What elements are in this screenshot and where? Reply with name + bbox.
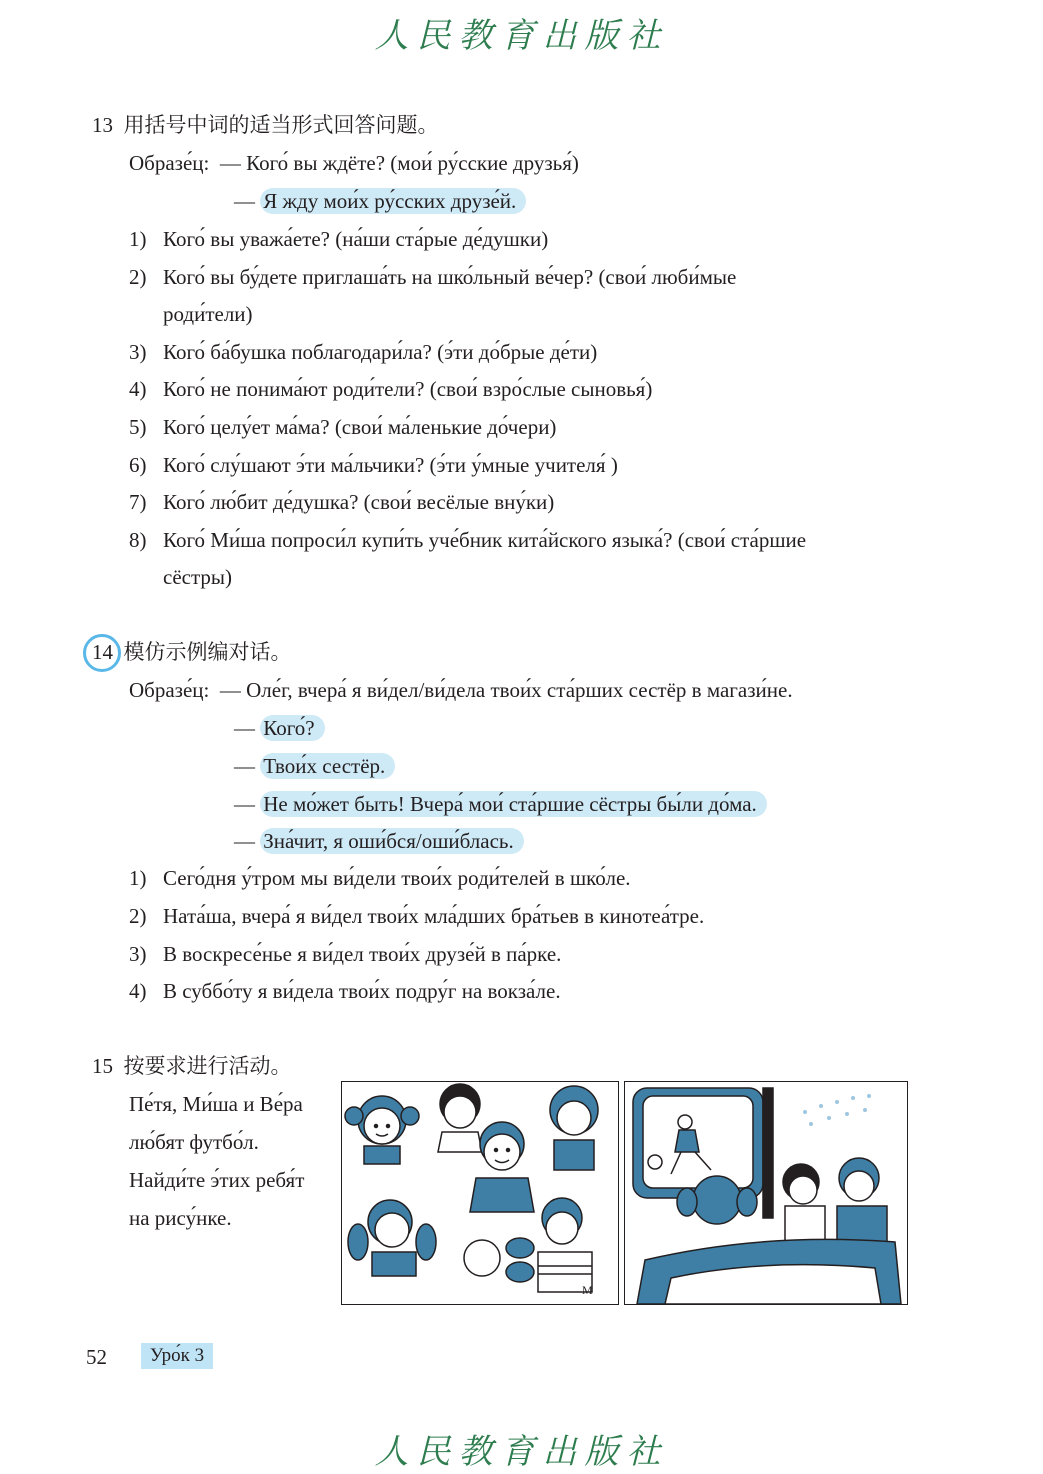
ex13-sample-answer [234,186,526,216]
ex13-item-number: 6) [129,452,147,477]
publisher-watermark-top: 人民教育出版社 [374,16,669,56]
ex14-item-text: Сего́дня у́тром мы ви́дели твои́х роди́телей в шко́ле. [163,866,631,890]
ex13-item [129,224,548,254]
tv-football-drawing [625,1082,907,1304]
ex13-item-text: Кого́ целу́ет ма́ма? (свои́ ма́ленькие до́чери) [163,415,557,439]
ex14-item-text: В суббо́ту я ви́дела твои́х подру́г на вокза́ле. [163,979,561,1004]
ex14-sample-line: — Оле́г, вчера́ я ви́дел/ви́дела твои́х ста́рших сестёр в магази́не. [219,678,793,702]
ex15-text-2: лю́бят футбо́л. [129,1130,259,1154]
ex13-header [92,110,439,140]
ex13-sample-label: Образе́ц: [129,151,210,175]
ex15-header [92,1051,292,1081]
ex13-item-text: Кого́ ба́бушка поблагодари́ла? (э́ти до́брые де́ти) [163,339,598,364]
ex13-item [129,262,736,292]
ex13-number: 13 [92,113,113,137]
ex13-item [129,374,652,404]
panel-letter: М [582,1283,593,1297]
ex14-instruction: 模仿示例编对话。 [123,640,292,664]
ex13-item-text: Кого́ вы уважа́ете? (на́ши ста́рые де́душки) [163,227,549,251]
dash: — [234,753,261,778]
ex14-item-number: 3) [129,941,147,966]
ex14-reply-text: Твои́х сестёр. [260,753,395,779]
ex13-item-text: Кого́ Ми́ша попроси́л купи́ть уче́бник кита́йского языка́? (свои́ ста́ршие [163,527,807,552]
ex15-text-1: Пе́тя, Ми́ша и Ве́ра [129,1092,303,1116]
ex14-item-text: В воскресе́нье я ви́дел твои́х друзе́й в па́рке. [163,941,562,966]
dash: — [234,716,261,740]
publisher-watermark-bottom: 人民教育出版社 [374,1432,669,1472]
ex13-item-text: роди́тели) [163,302,253,327]
ex15-instruction: 按要求进行活动。 [123,1054,292,1078]
ex13-item [129,412,556,442]
dash: — [234,189,255,213]
ex13-item [129,337,597,367]
ex13-item-text: Кого́ не понима́ют роди́тели? (свои́ взро́слые сыновья́) [163,377,653,402]
ex13-sample-a: Я жду мои́х ру́сских друзе́й. [260,188,526,214]
ex14-sample-label: Образе́ц: [129,678,210,702]
ex14-item-number: 2) [129,903,147,928]
ex14-item [129,939,561,969]
children-faces-drawing [342,1082,618,1304]
ex14-item [129,901,704,931]
ex14-item-text: Ната́ша, вчера́ я ви́дел твои́х мла́дших бра́тьев в кинотеа́тре. [163,903,705,928]
ex14-sample-first [129,675,793,705]
ex15-text-3: Найди́те э́тих ребя́т [129,1168,305,1192]
ex13-item-text: Кого́ лю́бит де́душка? (свои́ весёлые вну́ки) [163,490,555,515]
ex13-item-text: Кого́ слу́шают э́ти ма́льчики? (э́ти у́мные учителя́ ) [163,452,618,477]
ex13-item [129,562,232,592]
dash: — [234,829,261,854]
ex13-item [129,487,554,517]
ex14-sample-reply [234,751,395,781]
ex13-sample-question [129,148,579,178]
ex15-number: 15 [92,1054,113,1078]
ex13-item-number: 7) [129,490,147,515]
ex14-sample-reply [234,826,524,856]
ex14-sample-reply [234,713,325,743]
ex13-item-text: сёстры) [163,565,232,590]
ex14-reply-text: Кого́? [260,715,324,741]
ex13-instruction: 用括号中词的适当形式回答问题。 [123,113,439,137]
ex13-item-number: 4) [129,377,147,402]
lesson-badge: Уро́к 3 [141,1343,213,1369]
ex14-sample-reply [234,789,767,819]
ex13-item [129,525,806,555]
ex13-item-number: 5) [129,415,147,439]
illustration-children-faces [341,1081,619,1305]
ex13-item-text: Кого́ вы бу́дете приглаша́ть на шко́льный ве́чер? (свои́ люби́мые [163,264,737,289]
ex13-item-number: 1) [129,227,147,251]
ex14-item [129,976,561,1006]
dash: — [234,791,261,816]
ex13-item-number: 8) [129,527,147,552]
ex14-reply-text: Зна́чит, я оши́бся/оши́блась. [260,828,523,854]
ex14-item-number: 1) [129,866,147,890]
ex14-number: 14 [92,640,113,664]
ex13-item-number: 2) [129,264,147,289]
ex14-reply-text: Не мо́жет быть! Вчера́ мои́ ста́ршие сёстры бы́ли до́ма. [260,791,767,817]
ex13-item-number: 3) [129,339,147,364]
ex13-item [129,450,618,480]
ex13-sample-q: — Кого́ вы ждёте? (мои́ ру́сские друзья́) [219,151,579,175]
ex14-item-number: 4) [129,979,147,1004]
illustration-tv-football [624,1081,908,1305]
ex15-text-4: на рису́нке. [129,1206,232,1230]
ex14-item [129,863,631,893]
ex14-header [92,637,292,667]
page-number: 52 [86,1345,107,1369]
ex13-item [129,299,253,329]
